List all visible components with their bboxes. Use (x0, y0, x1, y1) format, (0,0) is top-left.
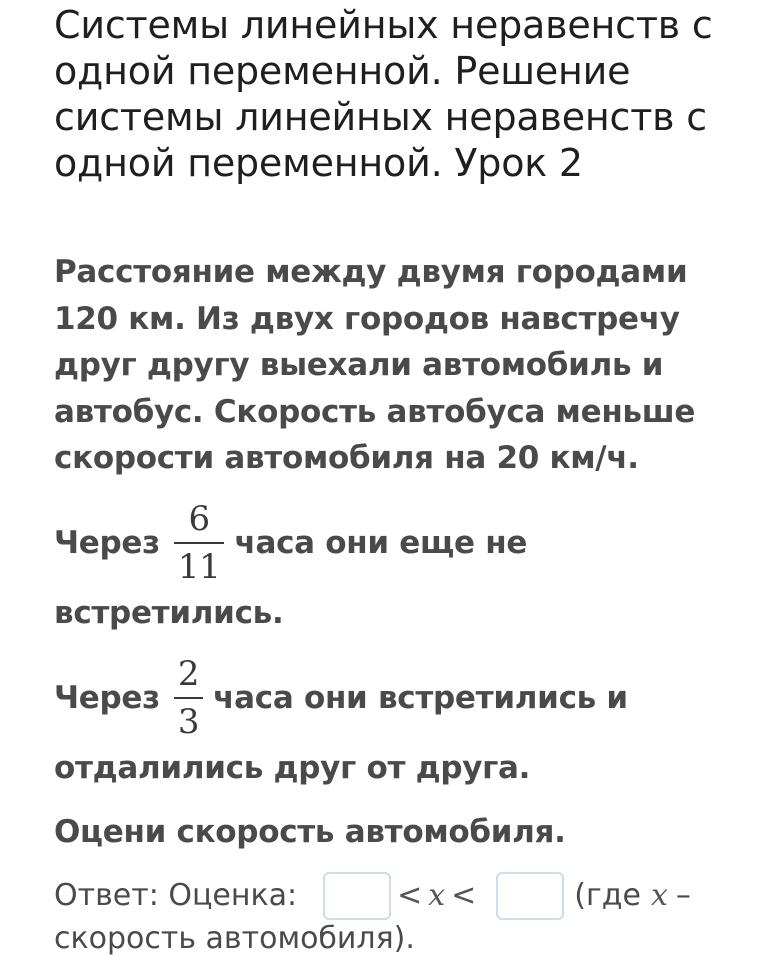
statement-1-prefix: Через (54, 525, 160, 561)
answer-block (54, 868, 754, 964)
fraction-denominator: 3 (177, 702, 200, 742)
fraction-denominator: 11 (177, 547, 221, 587)
fraction-numerator: 6 (188, 499, 210, 539)
note-dash: – (675, 878, 691, 913)
statement-1-suffix: часа они еще не (234, 525, 528, 561)
lower-bound-input[interactable] (323, 872, 391, 920)
fraction-6-11 (174, 499, 225, 587)
note-prefix: (где (574, 878, 641, 913)
variable-x: x (428, 878, 446, 913)
fraction-2-3 (174, 654, 203, 742)
less-than-sign: < (397, 878, 423, 913)
fraction-bar (174, 697, 203, 699)
less-than-sign: < (451, 878, 477, 913)
problem-text: Расстояние между двумя городами 120 км. Из двух городов навстречу друг другу выехали автомобиль и автобус. Скорость автобуса меньше скорости автомобиля на 20 км/ч. (54, 254, 696, 476)
instruction-text: Оцени скорость автомобиля. (54, 814, 566, 850)
fraction-bar (174, 542, 225, 544)
answer-label: Ответ: Оценка: (54, 878, 298, 913)
note-variable-x: x (650, 878, 668, 913)
fraction-numerator: 2 (177, 654, 200, 694)
statement-2 (54, 648, 744, 788)
upper-bound-input[interactable] (496, 872, 564, 920)
statement-1-continuation: встретились. (54, 595, 284, 631)
note-continuation: скорость автомобиля). (54, 921, 415, 956)
page-title: Системы линейных неравенств с одной переменной. Решение системы линейных неравенств с одной переменной. Урок 2 (54, 3, 713, 185)
statement-2-suffix: часа они встретились и (213, 680, 628, 716)
statement-2-continuation: отдалились друг от друга. (54, 750, 531, 786)
statement-1 (54, 493, 744, 633)
statement-2-prefix: Через (54, 680, 160, 716)
